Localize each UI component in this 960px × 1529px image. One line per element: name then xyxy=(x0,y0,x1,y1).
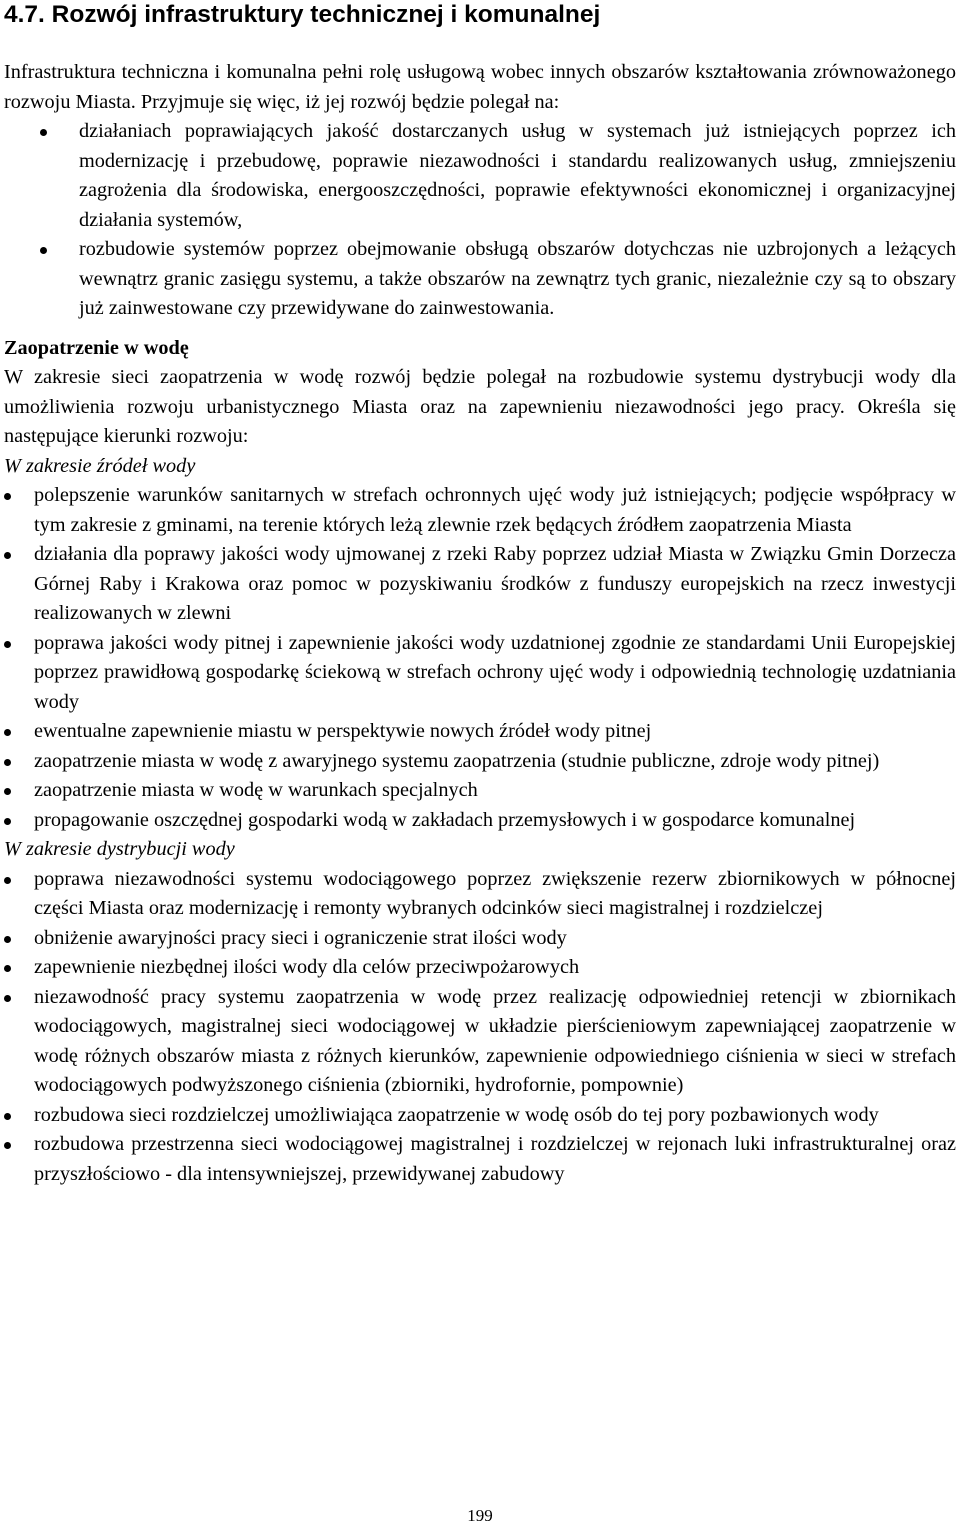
list-item xyxy=(4,924,956,954)
list-item-text: zapewnienie niezbędnej ilości wody dla celów przeciwpożarowych xyxy=(34,956,580,978)
bullet-icon xyxy=(4,1142,11,1149)
bullet-icon xyxy=(4,493,11,500)
bullet-icon xyxy=(4,877,11,884)
list-item-text: polepszenie warunków sanitarnych w strefach ochronnych ujęć wody już istniejących; podjęcie współpracy w tym zakresie z gminami, na terenie których leżą zlewnie rzek będących źródłem zaopatrzenia Miasta xyxy=(34,484,956,536)
list-item-text: rozbudowa sieci rozdzielczej umożliwiająca zaopatrzenie w wodę osób do tej pory pozbawionych wody xyxy=(34,1103,879,1126)
bullet-icon xyxy=(40,129,47,136)
intro-paragraph: Infrastruktura techniczna i komunalna pełni rolę usługową wobec innych obszarów kształtowania zrównoważonego rozwoju Miasta. Przyjmuje się więc, iż jej rozwój będzie polegał na: xyxy=(4,61,956,113)
list-item-text: niezawodność pracy systemu zaopatrzenia w wodę przez realizację odpowiedniej retencji w zbiornikach wodociągowych, magistralnej sieci wodociągowej w układzie pierścieniowym zapewniającej zaopatrzenie w wodę różnych obszarów miasta z różnych kierunków, zapewnienie odpowiedniego ciśnienia w sieci w strefach wodociągowych podwyższonego ciśnienia (zbiorniki, hydrofornie, pompownie) xyxy=(34,985,956,1096)
list-item-text: zaopatrzenie miasta w wodę w warunkach specjalnych xyxy=(34,779,478,801)
list-item xyxy=(4,865,956,924)
list-item-text: działaniach poprawiających jakość dostarczanych usług w systemach już istniejących poprzez ich modernizację i przebudowę, poprawie niezawodności i standardu realizowanych usług, zmniejszeniu zagrożenia dla środowiska, energooszczędności, poprawie efektywności ekonomicznej i organizacyjnej działania systemów, xyxy=(79,120,956,231)
list-item-text: ewentualne zapewnienie miastu w perspektywie nowych źródeł wody pitnej xyxy=(34,720,652,742)
list-item-text: poprawa jakości wody pitnej i zapewnienie jakości wody uzdatnionej zgodnie ze standardami Unii Europejskiej poprzez prawidłową gospodarkę ściekową w strefach ochrony ujęć wody i odpowiednią technologię uzdatniania wody xyxy=(34,631,956,713)
bullet-icon xyxy=(4,552,11,559)
list-item xyxy=(4,540,956,629)
bullet-icon xyxy=(4,818,11,825)
sources-list xyxy=(4,481,956,835)
section-heading: 4.7. Rozwój infrastruktury technicznej i komunalnej xyxy=(4,1,601,28)
list-item-text: obniżenie awaryjności pracy sieci i ograniczenie strat ilości wody xyxy=(34,926,567,949)
list-item xyxy=(4,117,956,235)
list-item-text: poprawa niezawodności systemu wodociągowego poprzez zwiększenie rezerw zbiornikowych w północnej części Miasta oraz modernizację i remonty wybranych odcinków sieci magistralnej i rozdzielczej xyxy=(34,867,956,919)
list-item xyxy=(4,1101,956,1131)
document-page xyxy=(4,0,956,1189)
page-number: 199 xyxy=(467,1506,493,1525)
bullet-icon xyxy=(40,247,47,254)
bullet-icon xyxy=(4,729,11,736)
list-item xyxy=(4,1130,956,1189)
list-item xyxy=(4,481,956,540)
list-item-text: propagowanie oszczędnej gospodarki wodą w zakładach przemysłowych i w gospodarce komunalnej xyxy=(34,808,856,831)
list-item xyxy=(4,953,956,983)
sources-subheading: W zakresie źródeł wody xyxy=(4,454,196,477)
list-item-text: rozbudowa przestrzenna sieci wodociągowej magistralnej i rozdzielczej w rejonach luki infrastrukturalnej oraz przyszłościowo - dla intensywniejszej, przewidywanej zabudowy xyxy=(34,1133,956,1185)
bullet-icon xyxy=(4,788,11,795)
bullet-icon xyxy=(4,936,11,943)
list-item xyxy=(4,717,956,747)
list-item xyxy=(4,776,956,806)
bullet-icon xyxy=(4,995,11,1002)
bullet-icon xyxy=(4,641,11,648)
list-item xyxy=(4,747,956,777)
list-item xyxy=(4,629,956,718)
water-section-paragraph: W zakresie sieci zaopatrzenia w wodę rozwój będzie polegał na rozbudowie systemu dystrybucji wody dla umożliwienia rozwoju urbanistycznego Miasta oraz na zapewnieniu niezawodności jego pracy. Określa się następujące kierunki rozwoju: xyxy=(4,366,956,447)
intro-list xyxy=(4,117,956,324)
bullet-icon xyxy=(4,759,11,766)
list-item xyxy=(4,983,956,1101)
list-item-text: rozbudowie systemów poprzez obejmowanie obsługą obszarów dotychczas nie uzbrojonych a leżących wewnątrz granic zasięgu systemu, a także obszarów na zewnątrz tych granic, niezależnie czy są to obszary już zainwestowane czy przewidywane do zainwestowania. xyxy=(79,238,956,319)
list-item-text: zaopatrzenie miasta w wodę z awaryjnego systemu zaopatrzenia (studnie publiczne, zdroje wody pitnej) xyxy=(34,749,880,772)
list-item xyxy=(4,806,956,836)
bullet-icon xyxy=(4,965,11,972)
bullet-icon xyxy=(4,1113,11,1120)
list-item xyxy=(4,235,956,324)
list-item-text: działania dla poprawy jakości wody ujmowanej z rzeki Raby poprzez udział Miasta w Związku Gmin Dorzecza Górnej Raby i Krakowa oraz pomoc w pozyskiwaniu środków z funduszy europejskich na rzecz inwestycji realizowanych w zlewni xyxy=(34,543,956,624)
distribution-subheading: W zakresie dystrybucji wody xyxy=(4,838,235,860)
water-section-title: Zaopatrzenie w wodę xyxy=(4,336,189,359)
distribution-list xyxy=(4,865,956,1190)
